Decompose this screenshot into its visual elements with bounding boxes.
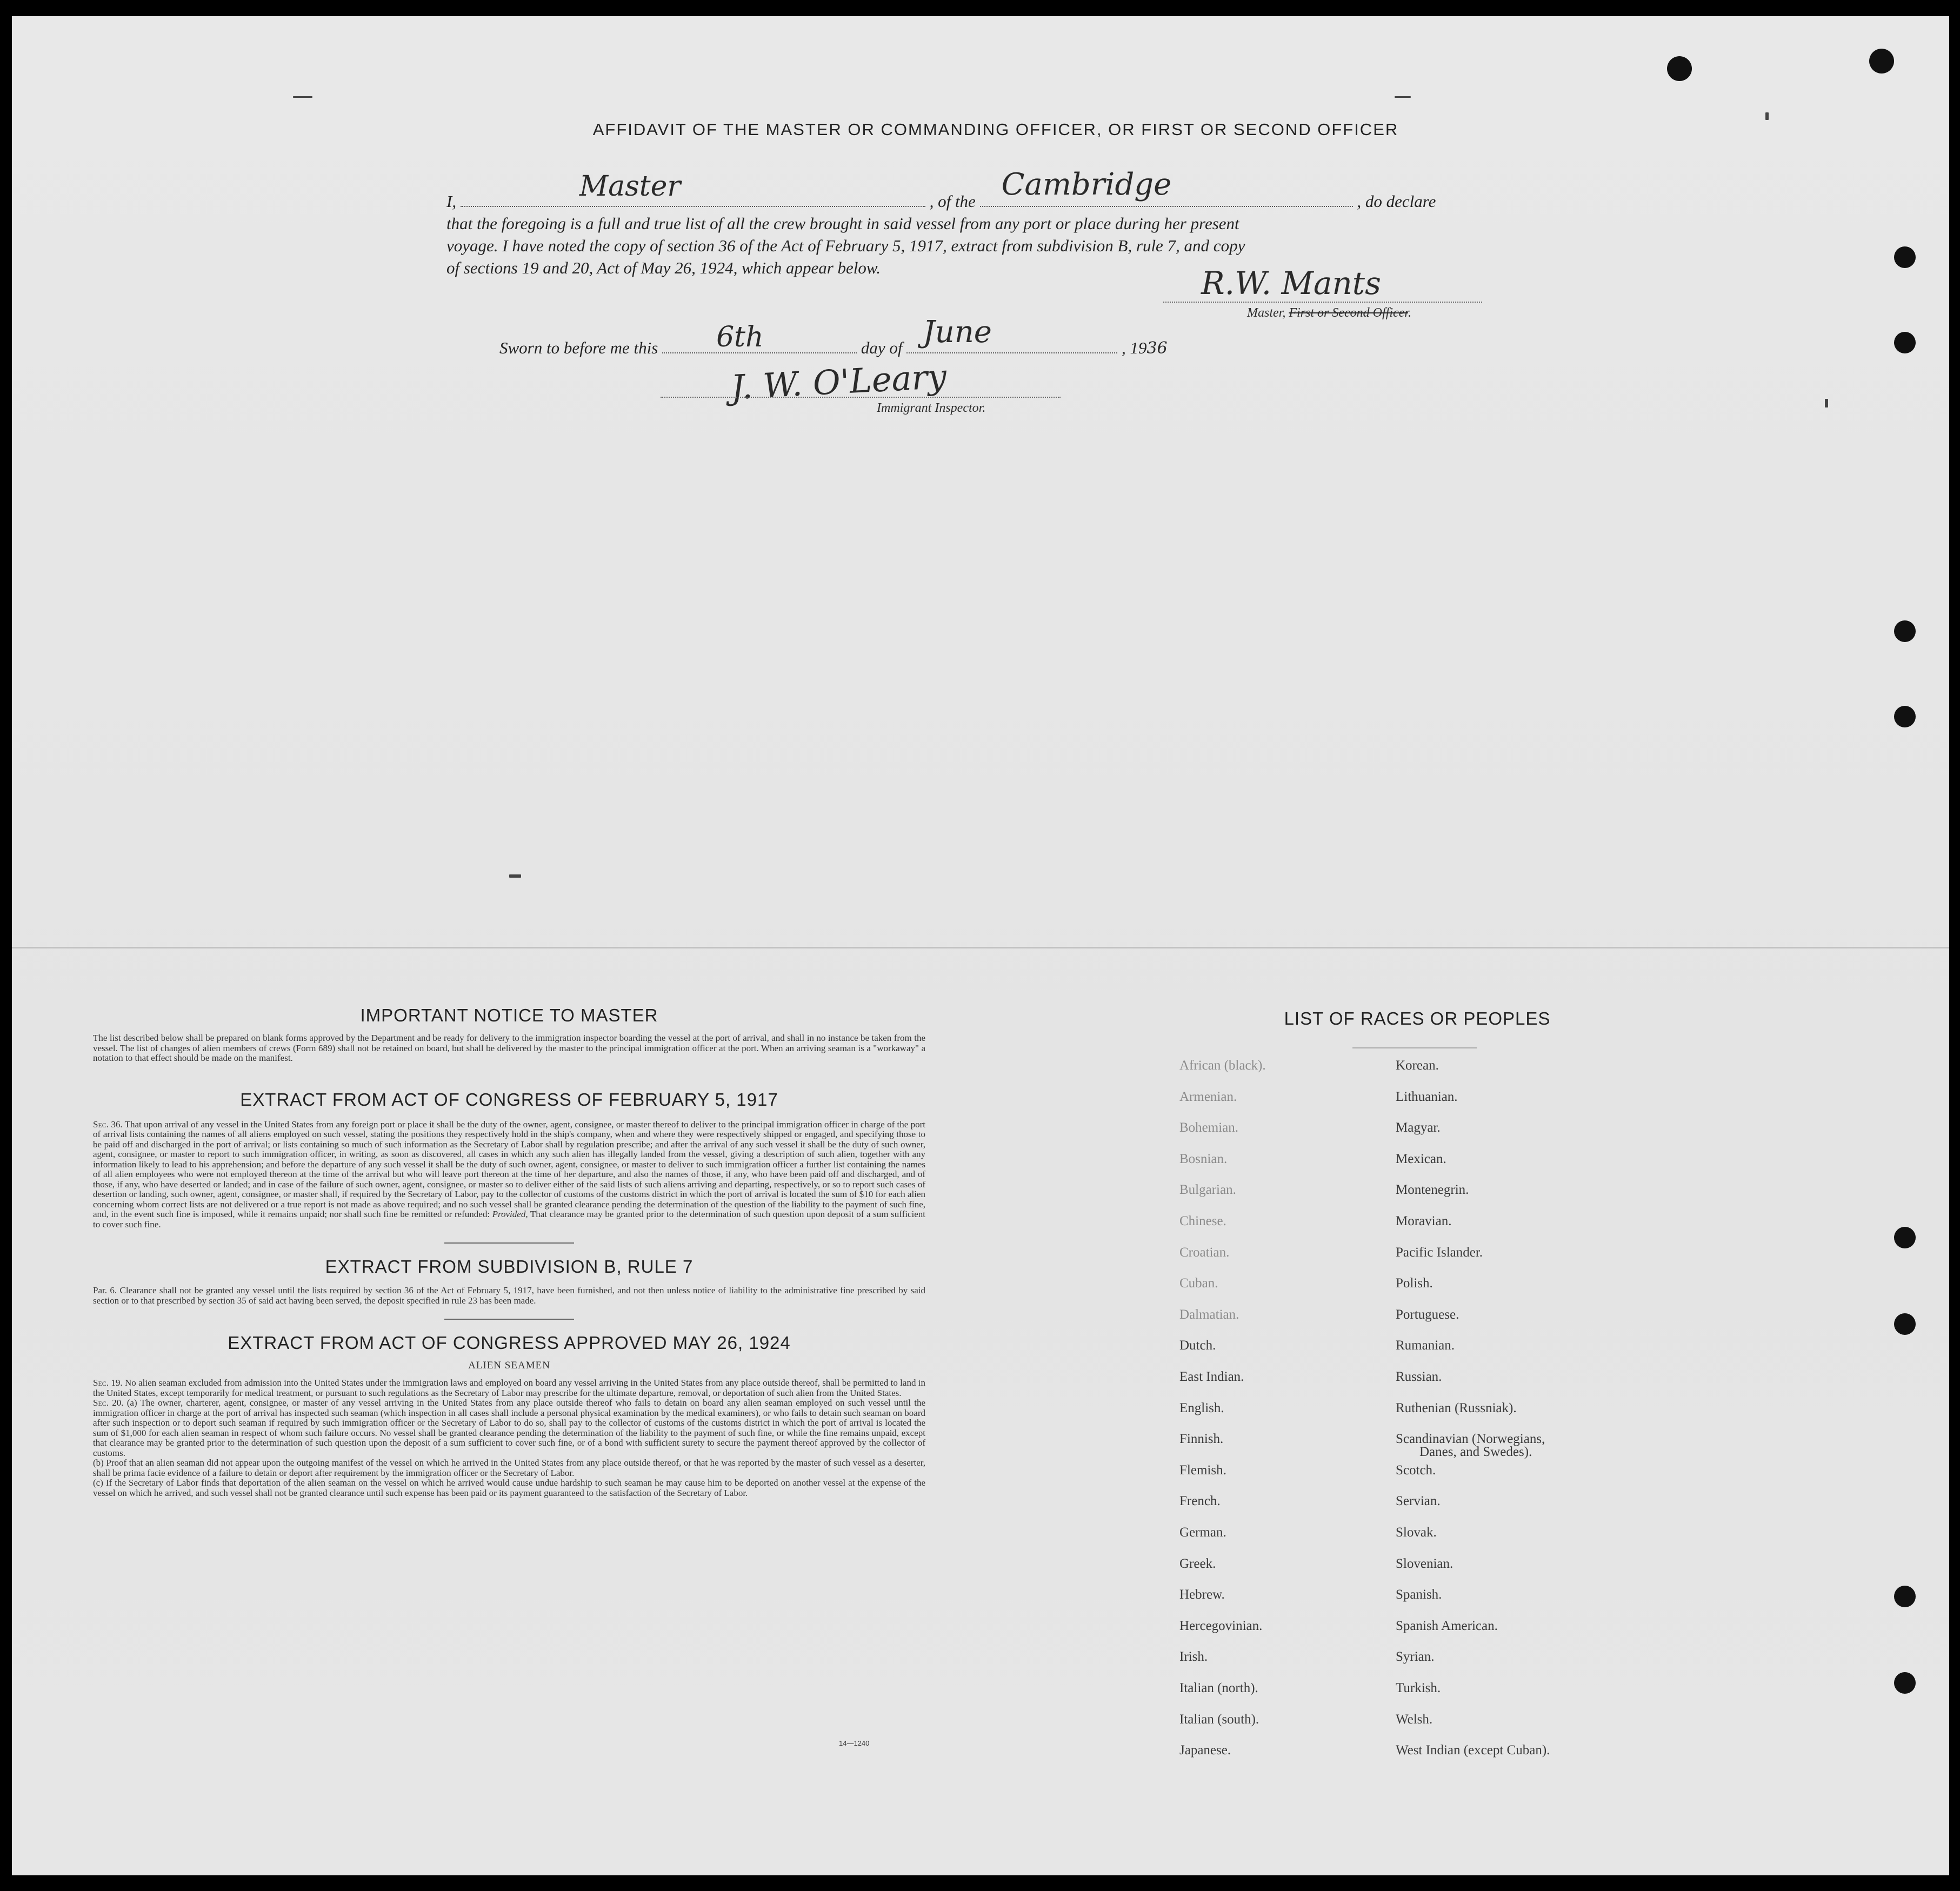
- race-item: Polish.: [1396, 1276, 1433, 1291]
- races-title: LIST OF RACES OR PEOPLES: [1284, 1008, 1551, 1028]
- race-item: Hebrew.: [1179, 1587, 1225, 1602]
- declaration-of-the: , of the: [929, 192, 976, 211]
- race-item: Bulgarian.: [1179, 1182, 1236, 1198]
- master-signature: R.W. Mants: [1201, 265, 1381, 302]
- notice-body: The list described below shall be prepared on blank forms approved by the Department and be ready for delivery to the immigration inspector boarding the vessel at the port of arrival, and shall in no instance be taken from the vessel. The list of changes of alien members of crews (Form 689) shall not be retained on board, but shall be delivered by the master to the principal immigration officer at the port. When an arriving seaman is a "workaway" a notation to that effect should be made on the manifest.: [93, 1033, 925, 1063]
- race-item: Magyar.: [1396, 1120, 1441, 1135]
- binder-hole: [1894, 1672, 1916, 1694]
- race-item: Pacific Islander.: [1396, 1245, 1483, 1260]
- race-item: African (black).: [1179, 1058, 1266, 1073]
- inspector-caption: Immigrant Inspector.: [877, 401, 986, 415]
- handwritten-month: June: [923, 315, 992, 350]
- section-divider: [444, 1242, 574, 1244]
- binder-hole: [1894, 332, 1916, 353]
- document-sheet: [12, 16, 1949, 1875]
- race-item: Mexican.: [1396, 1151, 1446, 1166]
- declaration-i: I,: [446, 192, 457, 211]
- form-number: 14—1240: [839, 1739, 870, 1747]
- race-item: Slovak.: [1396, 1525, 1437, 1540]
- scan-speck: [1765, 112, 1769, 120]
- race-item: Spanish.: [1396, 1587, 1442, 1602]
- declaration-do-declare: , do declare: [1357, 192, 1436, 211]
- race-item: Chinese.: [1179, 1214, 1226, 1228]
- binder-hole: [1894, 1313, 1916, 1335]
- race-item: Bosnian.: [1179, 1151, 1228, 1166]
- race-item: German.: [1179, 1525, 1226, 1540]
- race-item: Croatian.: [1179, 1245, 1230, 1260]
- signature-caption: Master, First or Second Officer.: [1247, 306, 1411, 320]
- signature-line: [1163, 302, 1482, 303]
- race-item: Bohemian.: [1179, 1120, 1239, 1135]
- sec-20a-text: Sec. 20. (a) The owner, charterer, agent, consignee, or master of any vessel arriving in the United States from any place outside thereof who fails to detain on board any alien seaman employed on such vessel until the immigration officer in charge at the port of arrival has inspected such seaman (which inspection in all cases shall include a personal physical examination by the medical examiners), or who fails to detain such seaman on board after such inspection or to deport such seaman if required by such immigration officer or the Secretary of Labor to do so, shall pay to the collector of customs of the customs district in which the port of arrival is located the sum of $1,000 for each alien seaman in respect of whom such failure occurs. No vessel shall be granted clearance pending the determination of the liability to the payment of such fine, or while the fine remains unpaid, except that clearance may be granted prior to the determination of such question upon the deposit of a sum sufficient to cover such fine, or of a bond with sufficient surety to secure the payment thereof approved by the collector of customs.: [93, 1398, 925, 1458]
- extract-1917-title: EXTRACT FROM ACT OF CONGRESS OF FEBRUARY 5, 1917: [240, 1089, 778, 1110]
- sworn-month-field: [906, 315, 1117, 353]
- race-item: Moravian.: [1396, 1214, 1452, 1228]
- legal-notices: [93, 1005, 925, 1498]
- sec-20b-text: (b) Proof that an alien seaman did not appear upon the outgoing manifest of the vessel on which he arrived in the United States from any place outside thereof, or that he was reported by the master of such vessel as a deserter, shall be prima facie evidence of a failure to detain or deport after requirement by the immigration officer or the Secretary of Labor.: [93, 1458, 925, 1478]
- race-item: Dalmatian.: [1179, 1307, 1239, 1322]
- declaration-line-2: that the foregoing is a full and true list of all the crew brought in said vessel from any port or place during her present: [446, 214, 1239, 233]
- race-item: Syrian.: [1396, 1649, 1435, 1665]
- race-item: Turkish.: [1396, 1681, 1441, 1695]
- race-item-continuation: Danes, and Swedes).: [1419, 1445, 1532, 1460]
- race-item: Montenegrin.: [1396, 1182, 1469, 1198]
- race-item: Hercegovinian.: [1179, 1618, 1263, 1633]
- scan-speck: [293, 96, 312, 98]
- binder-hole: [1894, 246, 1916, 268]
- extract-1924-title: EXTRACT FROM ACT OF CONGRESS APPROVED MAY 26, 1924: [228, 1333, 791, 1353]
- binder-hole: [1894, 620, 1916, 642]
- scan-speck: [1395, 96, 1411, 98]
- sec-20c-text: (c) If the Secretary of Labor finds that deportation of the alien seaman on the vessel on which he arrived would cause undue hardship to such seaman he may cause him to be deported on another vessel at the expense of the vessel on which he arrived, and such vessel shall not be granted clearance until such expense has been paid or its payment guaranteed to the satisfaction of the Secretary of Labor.: [93, 1478, 925, 1498]
- race-item: Cuban.: [1179, 1276, 1218, 1291]
- race-item: French.: [1179, 1494, 1221, 1509]
- race-item: Korean.: [1396, 1058, 1439, 1073]
- race-item: Italian (south).: [1179, 1712, 1259, 1727]
- race-item: Italian (north).: [1179, 1681, 1258, 1695]
- race-item: Irish.: [1179, 1649, 1208, 1665]
- alien-seamen-subtitle: ALIEN SEAMEN: [468, 1360, 550, 1371]
- declaration-line-3: voyage. I have noted the copy of section 36 of the Act of February 5, 1917, extract from subdivision B, rule 7, and copy: [446, 236, 1245, 255]
- race-item: Dutch.: [1179, 1338, 1216, 1353]
- race-item: Greek.: [1179, 1556, 1216, 1571]
- handwritten-day: 6th: [716, 321, 764, 353]
- binder-hole: [1894, 706, 1916, 727]
- binder-hole: [1894, 1227, 1916, 1248]
- inspector-signature: J. W. O'Leary: [730, 356, 948, 407]
- sworn-day-field: [662, 321, 857, 353]
- extract-rule7-body: Par. 6. Clearance shall not be granted any vessel until the lists required by section 36 of the Act of February 5, 1917, have been furnished, and not then unless notice of liability to the administrative fine prescribed by said section or to that prescribed by section 35 of said act having been served, the deposit specified in rule 23 has been made.: [93, 1285, 925, 1306]
- race-item: Scandinavian (Norwegians,: [1396, 1432, 1545, 1447]
- race-item: Armenian.: [1179, 1089, 1237, 1104]
- scan-speck: [509, 874, 521, 878]
- race-item: Slovenian.: [1396, 1556, 1454, 1571]
- handwritten-year: 36: [1146, 339, 1168, 358]
- race-item: Rumanian.: [1396, 1338, 1455, 1353]
- master-name-field: [461, 170, 925, 207]
- race-item: Ruthenian (Russniak).: [1396, 1400, 1517, 1415]
- binder-hole: [1667, 56, 1692, 81]
- extract-1917-body: Sec. 36. That upon arrival of any vessel in the United States from any foreign port or place it shall be the duty of the owner, agent, consignee, or master thereof to deliver to the principal immigration officer in charge of the port of arrival lists containing the names of all aliens employed on such vessel, stating the positions they respectively hold in the ship's company, when and where they were respectively shipped or engaged, and specifying those to be paid off and discharged in the port of arrival; or lists containing so much of such information as the Secretary of Labor shall by regulation prescribe; and after the arrival of any such vessel it shall be the duty of such owner, agent, consignee, or master to report to such immigration officer, in writing, as soon as discovered, all cases in which any such alien has illegally landed from the vessel, giving a description of such alien, together with any information likely to lead to his apprehension; and before the departure of any such vessel it shall be the duty of such owner, agent, consignee, or master to deliver to such immigration officer a further list containing the names of all alien employees who were not employed thereon at the time of the arrival but who will leave port thereon at the time of her departure, and also the names of those, if any, who have been paid off and discharged, and of those, if any, who have deserted or landed; and in case of the failure of such owner, agent, consignee, or master so to deliver either of the said lists of such aliens arriving and departing, respectively, or so to report such cases of desertion or landing, such owner, agent, consignee, or master shall, if required by the Secretary of Labor, pay to the collector of customs of the customs district in which the port of arrival is located the sum of $10 for each alien concerning whom correct lists are not delivered or a true report is not made as above required; and no such vessel shall be granted clearance pending the determination of the question of the liability to the payment of such fine, and, in the event such fine is imposed, while it remains unpaid; nor shall such fine be remitted or refunded: Provided, That clearance may be granted prior to the determination of such question upon deposit of a sum sufficient to cover such fine.: [93, 1119, 925, 1230]
- declaration-line-4: of sections 19 and 20, Act of May 26, 1924, which appear below.: [446, 258, 881, 277]
- sec-19-text: Sec. 19. No alien seaman excluded from admission into the United States under the immigration laws and employed on board any vessel arriving in the United States from any place outside thereof, shall be permitted to land in the United States, except temporarily for medical treatment, or pursuant to such regulations as the Secretary of Labor may prescribe for the ultimate departure, removal, or deportation of such alien from the United States.: [93, 1378, 926, 1398]
- race-item: English.: [1179, 1400, 1224, 1415]
- races-divider: [1352, 1047, 1477, 1048]
- binder-hole: [1894, 1586, 1916, 1607]
- handwritten-vessel: Cambridge: [1001, 167, 1172, 202]
- race-item: Servian.: [1396, 1494, 1441, 1509]
- vessel-name-field: [980, 167, 1353, 207]
- binder-hole: [1869, 49, 1894, 73]
- race-item: Scotch.: [1396, 1462, 1436, 1478]
- race-item: West Indian (except Cuban).: [1396, 1743, 1550, 1758]
- scan-speck: [1825, 399, 1828, 407]
- handwritten-master: Master: [579, 170, 681, 203]
- race-item: Portuguese.: [1396, 1307, 1459, 1322]
- race-item: Spanish American.: [1396, 1618, 1498, 1633]
- section-divider: [444, 1319, 574, 1320]
- sworn-line: Sworn to before me this 6th day of June , 1936: [499, 315, 1168, 358]
- race-item: Flemish.: [1179, 1462, 1226, 1478]
- extract-rule7-title: EXTRACT FROM SUBDIVISION B, RULE 7: [325, 1257, 694, 1277]
- notice-title: IMPORTANT NOTICE TO MASTER: [360, 1005, 658, 1025]
- race-item: Finnish.: [1179, 1432, 1224, 1447]
- race-item: Welsh.: [1396, 1712, 1433, 1727]
- page-fold: [12, 947, 1949, 948]
- race-item: Lithuanian.: [1396, 1089, 1458, 1104]
- struck-officer-caption: First or Second Officer: [1289, 306, 1408, 320]
- race-item: Japanese.: [1179, 1743, 1231, 1758]
- affidavit-title: AFFIDAVIT OF THE MASTER OR COMMANDING OFFICER, OR FIRST OR SECOND OFFICER: [592, 120, 1399, 139]
- inspector-signature-line: [661, 397, 1061, 398]
- race-item: East Indian.: [1179, 1369, 1244, 1384]
- race-item: Russian.: [1396, 1369, 1442, 1384]
